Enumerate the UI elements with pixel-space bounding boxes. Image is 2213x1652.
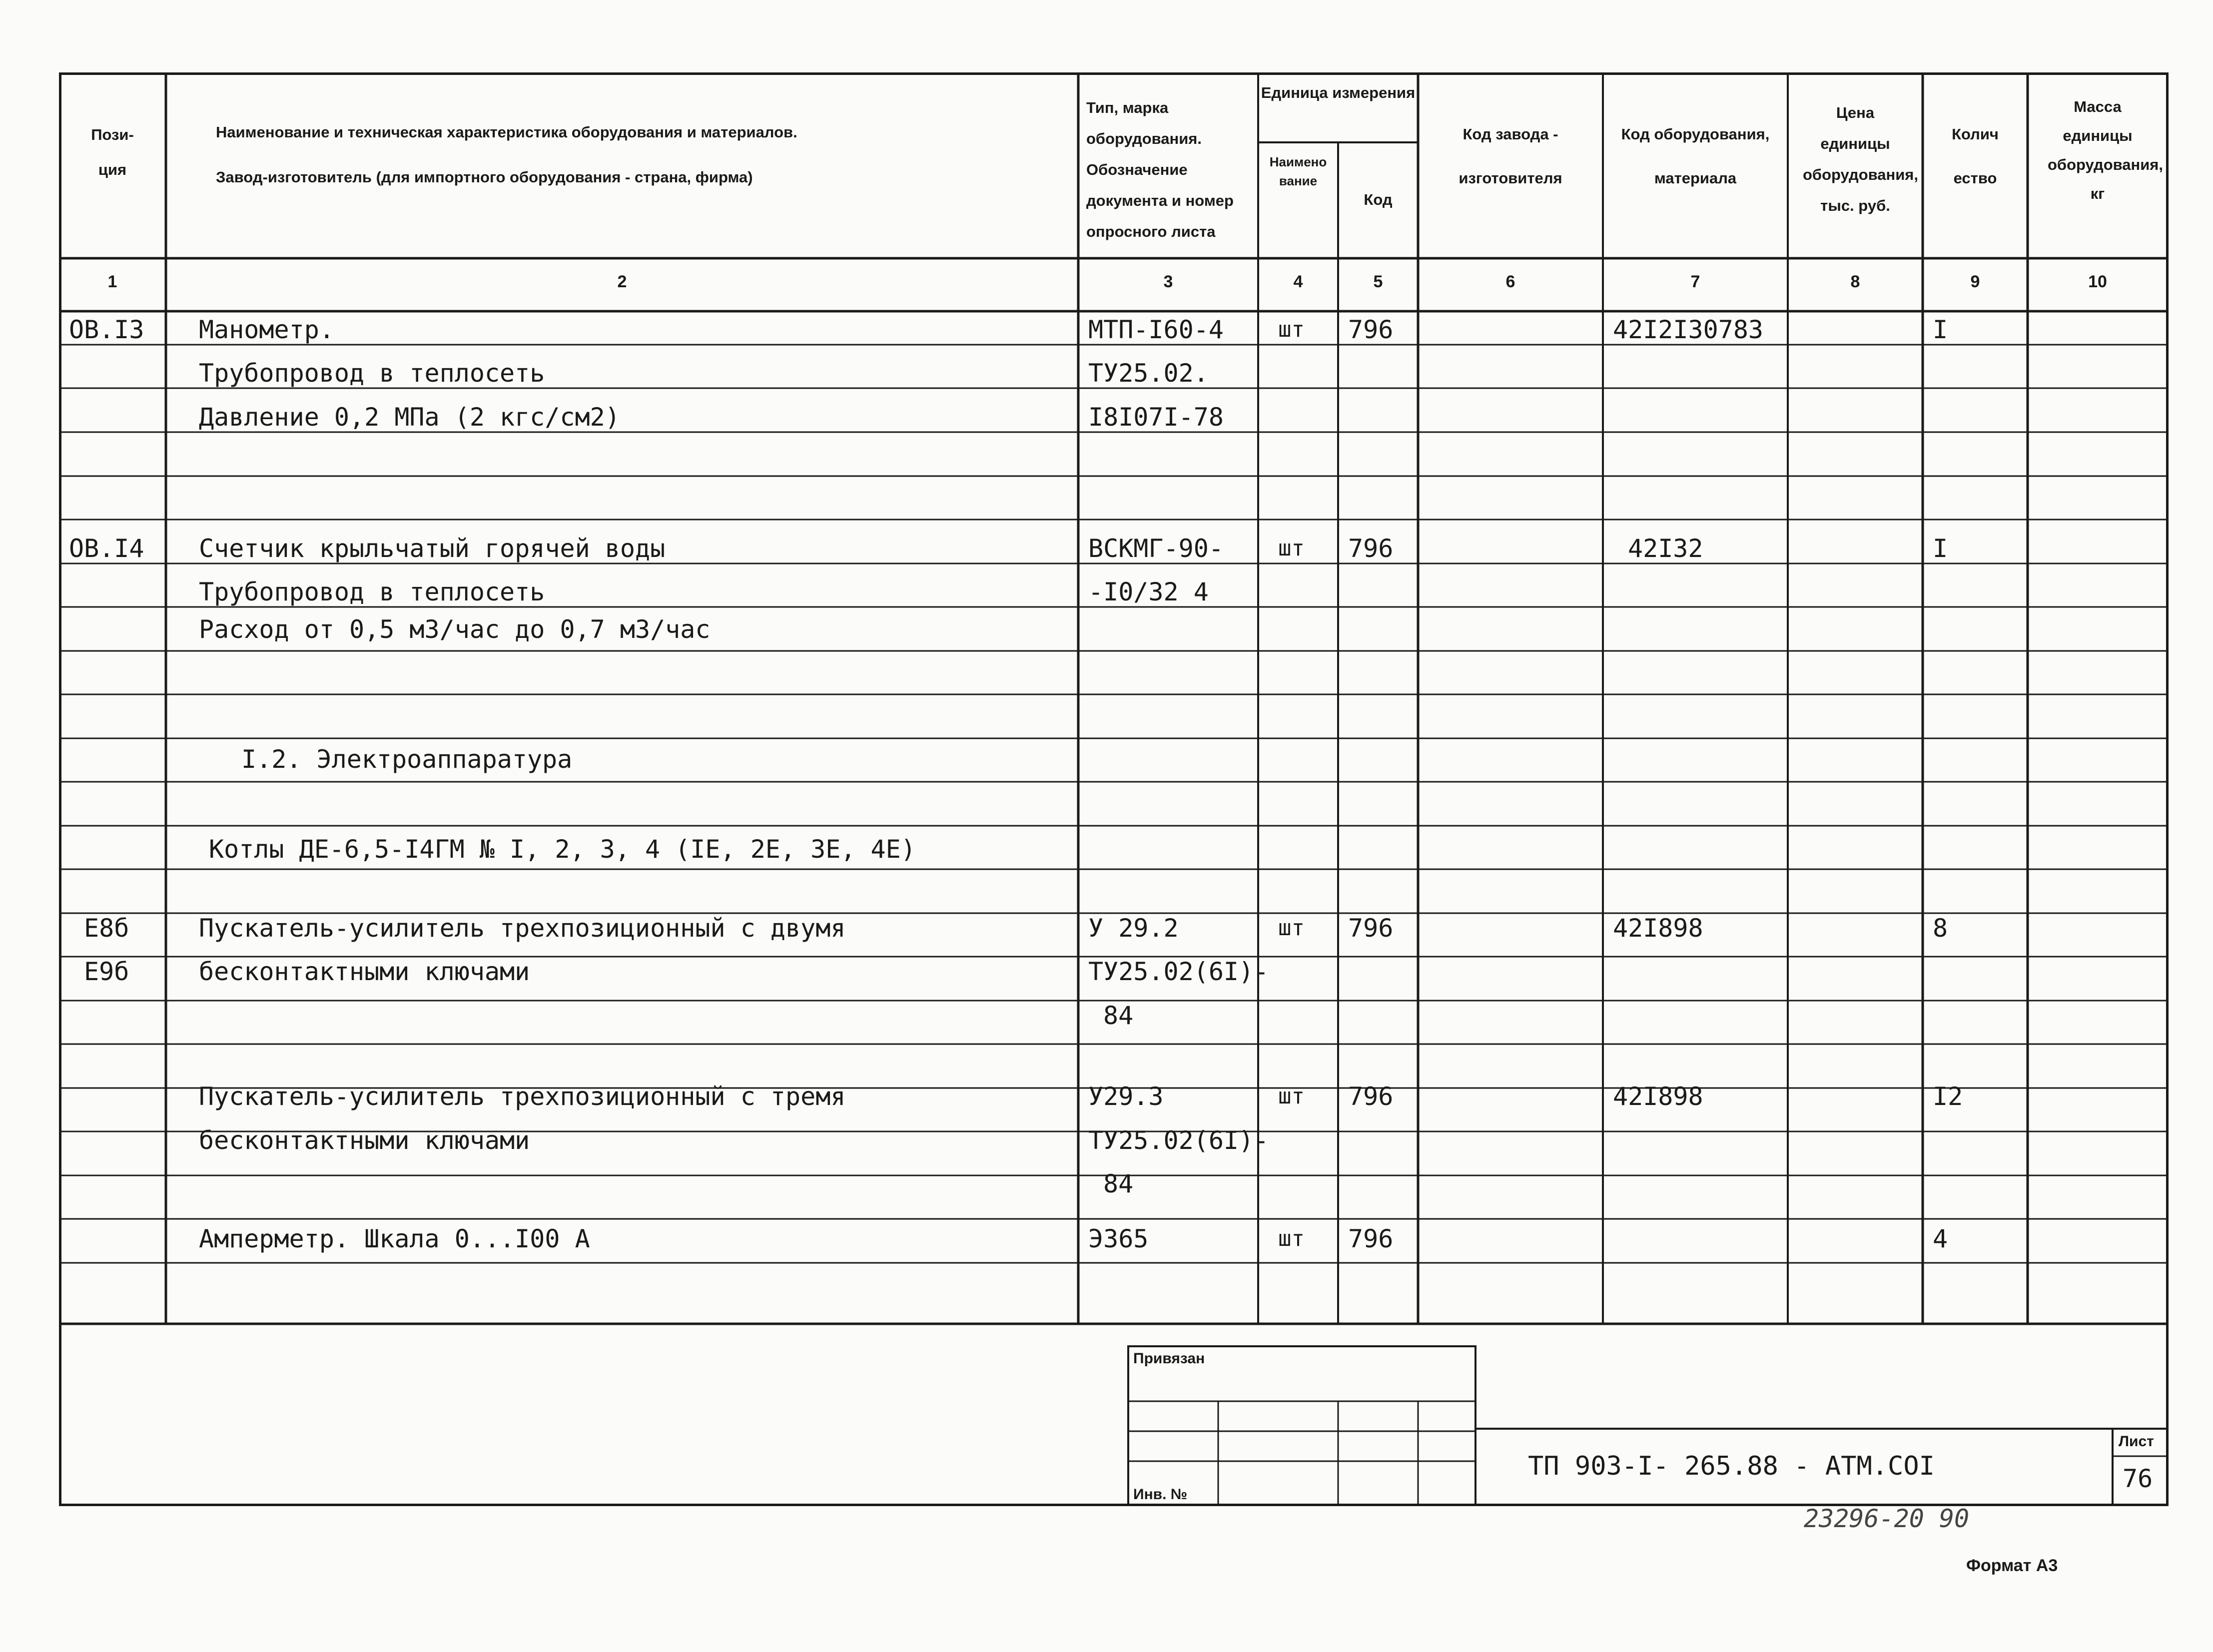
row-name: Манометр.: [199, 315, 334, 344]
row-name: Трубопровод в теплосеть: [199, 577, 545, 606]
row-unit-code: 796: [1348, 315, 1394, 344]
row-type: ТУ25.02(6I)-: [1088, 1126, 1269, 1155]
row-unit-code: 796: [1348, 1224, 1394, 1253]
row-type: 84: [1103, 1001, 1134, 1030]
row-type: ТУ25.02.: [1088, 359, 1209, 388]
stamp-inv-no: Инв. №: [1133, 1486, 1188, 1503]
row-unit: шт: [1278, 536, 1305, 561]
colnum-10: 10: [2088, 272, 2107, 291]
header-unit-group: Единица измерения: [1261, 84, 1416, 101]
row-equipment-code: 42I898: [1613, 1082, 1703, 1111]
row-type: МТП-I60-4: [1088, 315, 1224, 344]
row-position: ОВ.I3: [69, 315, 144, 344]
row-unit: шт: [1278, 915, 1305, 941]
row-position: Е9б: [84, 957, 129, 986]
row-name: бесконтактными ключами: [199, 957, 530, 986]
header-position: Пози- ция: [91, 126, 134, 178]
document-code: ТП 903-I- 265.88 - АТМ.COI: [1528, 1451, 1935, 1481]
colnum-1: 1: [107, 272, 117, 291]
sheet-label: Лист: [2119, 1433, 2154, 1450]
row-position: ОВ.I4: [69, 534, 144, 563]
sheet-number: 76: [2123, 1464, 2153, 1493]
colnum-3: 3: [1163, 272, 1173, 291]
section-heading: Котлы ДЕ-6,5-I4ГМ № I, 2, 3, 4 (IE, 2E, 3E, 4E): [209, 835, 916, 864]
colnum-4: 4: [1293, 272, 1303, 291]
row-type: -I0/32 4: [1088, 577, 1209, 606]
header-equipment-code: Код оборудования, материала: [1621, 125, 1770, 187]
colnum-8: 8: [1850, 272, 1860, 291]
row-unit-code: 796: [1348, 1082, 1394, 1111]
spec-sheet: [59, 72, 2169, 1506]
row-unit-code: 796: [1348, 534, 1394, 563]
row-unit: шт: [1278, 317, 1305, 342]
header-unit-code: Код: [1364, 191, 1393, 208]
stamp-privyazan: Привязан: [1133, 1350, 1205, 1367]
row-name: Давление 0,2 МПа (2 кгс/см2): [199, 403, 620, 432]
row-quantity: I2: [1933, 1082, 1963, 1111]
section-heading: I.2. Электроаппаратура: [241, 745, 573, 774]
row-name: Счетчик крыльчатый горячей воды: [199, 534, 666, 563]
row-quantity: I: [1933, 534, 1948, 563]
colnum-7: 7: [1690, 272, 1700, 291]
row-name: Трубопровод в теплосеть: [199, 359, 545, 388]
archive-number: 23296-20 90: [1804, 1504, 1970, 1533]
row-position: Е8б: [84, 914, 129, 943]
row-name: Пускатель-усилитель трехпозиционный с двумя: [199, 914, 846, 943]
row-quantity: I: [1933, 315, 1948, 344]
header-mass: Масса единицы оборудования, кг: [2048, 98, 2164, 202]
colnum-2: 2: [617, 272, 627, 291]
row-quantity: 8: [1933, 914, 1948, 943]
colnum-9: 9: [1970, 272, 1980, 291]
row-name: Расход от 0,5 м3/час до 0,7 м3/час: [199, 615, 711, 644]
header-price: Цена единицы оборудования, тыс. руб.: [1803, 104, 1919, 214]
row-unit-code: 796: [1348, 914, 1394, 943]
row-quantity: 4: [1933, 1224, 1948, 1253]
row-type: 84: [1103, 1169, 1134, 1198]
row-equipment-code: 42I32: [1628, 534, 1703, 563]
row-equipment-code: 42I2I30783: [1613, 315, 1764, 344]
row-unit: шт: [1278, 1226, 1305, 1251]
row-unit: шт: [1278, 1084, 1305, 1109]
header-name-line2: Завод-изготовитель (для импортного оборудования - страна, фирма): [216, 168, 753, 186]
row-type: У29.3: [1088, 1082, 1164, 1111]
header-factory-code: Код завода - изготовителя: [1459, 125, 1562, 187]
row-type: ВСКМГ-90-: [1088, 534, 1224, 563]
format-label: Формат А3: [1966, 1556, 2058, 1575]
header-type: Тип, марка оборудования. Обозначение документа и номер опросного листа: [1086, 99, 1234, 240]
row-name: Амперметр. Шкала 0...I00 А: [199, 1224, 590, 1253]
row-type: I8I07I-78: [1088, 403, 1224, 432]
colnum-6: 6: [1505, 272, 1515, 291]
row-name: Пускатель-усилитель трехпозиционный с тремя: [199, 1082, 846, 1111]
header-unit-name: Наименование: [1269, 154, 1327, 188]
row-name: бесконтактными ключами: [199, 1126, 530, 1155]
header-name-line1: Наименование и техническая характеристика оборудования и материалов.: [216, 123, 797, 141]
colnum-5: 5: [1373, 272, 1383, 291]
row-type: У 29.2: [1088, 914, 1179, 943]
row-type: Э365: [1088, 1224, 1149, 1253]
header-quantity: Количество: [1952, 125, 1999, 187]
row-type: ТУ25.02(6I)-: [1088, 957, 1269, 986]
row-equipment-code: 42I898: [1613, 914, 1703, 943]
